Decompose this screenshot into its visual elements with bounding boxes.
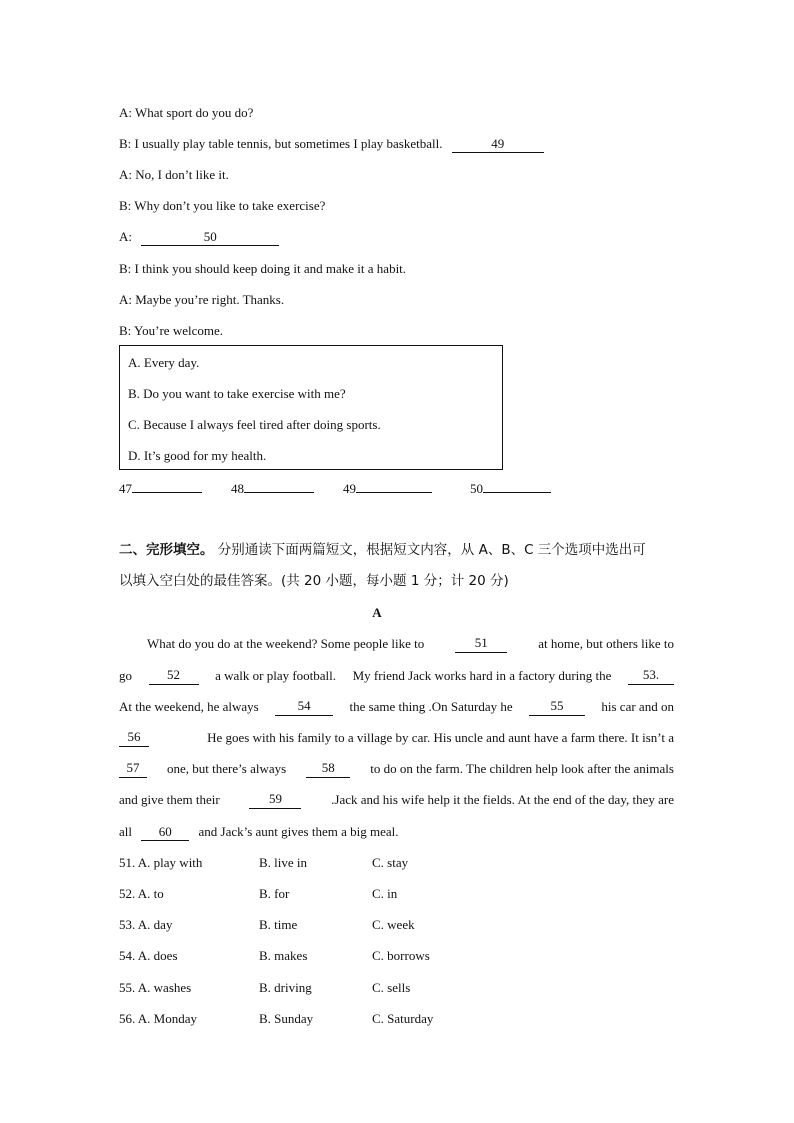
- answer-47-blank[interactable]: [132, 492, 202, 493]
- blank-52[interactable]: 52: [149, 667, 199, 685]
- option-a: A. Every day.: [128, 355, 200, 370]
- answer-blank-49[interactable]: 49: [452, 136, 544, 153]
- dialogue-line-5-speaker: A:: [119, 229, 132, 244]
- choice-a[interactable]: 55. A. washes: [119, 980, 192, 995]
- passage-text: and give them their: [119, 792, 220, 807]
- passage-line-2: [119, 667, 674, 685]
- passage-text: .Jack and his wife help it the fields. At the end of the day, they are: [331, 792, 674, 807]
- option-d: D. It’s good for my health.: [128, 448, 267, 463]
- answer-49-blank[interactable]: [356, 492, 432, 493]
- choice-a[interactable]: 53. A. day: [119, 917, 173, 932]
- passage-line-3: [119, 698, 674, 716]
- dialogue-line-8: B: You’re welcome.: [119, 323, 223, 338]
- passage-text: all: [119, 824, 132, 839]
- passage-label: A: [372, 605, 382, 620]
- answer-50-blank[interactable]: [483, 492, 551, 493]
- answer-48-number: 48: [231, 481, 244, 496]
- passage-text: What do you do at the weekend? Some people like to: [147, 636, 425, 651]
- passage-text: at home, but others like to: [538, 636, 674, 651]
- passage-text: At the weekend, he always: [119, 699, 259, 714]
- answer-50-number: 50: [470, 481, 483, 496]
- option-c: C. Because I always feel tired after doing sports.: [128, 417, 381, 432]
- blank-56[interactable]: 56: [119, 729, 149, 747]
- passage-text: a walk or play football.: [215, 668, 337, 683]
- passage-line-6: [119, 791, 674, 809]
- choice-c[interactable]: C. sells: [372, 980, 411, 995]
- passage-text: to do on the farm. The children help look after the animals: [370, 761, 674, 776]
- choice-b[interactable]: B. time: [259, 917, 298, 932]
- dialogue-line-2-text: B: I usually play table tennis, but sometimes I play basketball.: [119, 136, 443, 151]
- dialogue-line-5: [119, 228, 279, 246]
- passage-text: the same thing .On Saturday he: [349, 699, 513, 714]
- choice-a[interactable]: 54. A. does: [119, 948, 178, 963]
- passage-line-7: [119, 823, 399, 841]
- dialogue-line-4: B: Why don’t you like to take exercise?: [119, 198, 326, 213]
- section-2-instructions-line-2: 以填入空白处的最佳答案。(共 20 小题，每小题 1 分；计 20 分): [119, 573, 509, 589]
- choice-b[interactable]: B. for: [259, 886, 290, 901]
- answer-50: [470, 480, 551, 498]
- answer-47: [119, 480, 202, 498]
- answer-47-number: 47: [119, 481, 132, 496]
- blank-51[interactable]: 51: [455, 635, 507, 653]
- blank-58[interactable]: 58: [306, 760, 350, 778]
- choice-a[interactable]: 51. A. play with: [119, 855, 203, 870]
- passage-text: his car and on: [601, 699, 674, 714]
- passage-line-1: [147, 635, 674, 653]
- dialogue-line-7: A: Maybe you’re right. Thanks.: [119, 292, 285, 307]
- section-2-heading: 二、完形填空。: [119, 542, 214, 558]
- answer-49: [343, 480, 432, 498]
- choice-c[interactable]: C. in: [372, 886, 398, 901]
- dialogue-line-3: A: No, I don’t like it.: [119, 167, 229, 182]
- choice-b[interactable]: B. makes: [259, 948, 308, 963]
- choice-c[interactable]: C. borrows: [372, 948, 430, 963]
- passage-line-5: [119, 760, 674, 778]
- choice-a[interactable]: 56. A. Monday: [119, 1011, 197, 1026]
- passage-text: and Jack’s aunt gives them a big meal.: [198, 824, 399, 839]
- blank-57[interactable]: 57: [119, 760, 147, 778]
- passage-line-4: [119, 729, 674, 747]
- choice-b[interactable]: B. live in: [259, 855, 308, 870]
- choice-b[interactable]: B. driving: [259, 980, 312, 995]
- choice-c[interactable]: C. stay: [372, 855, 409, 870]
- blank-59[interactable]: 59: [249, 791, 301, 809]
- answer-48: [231, 480, 314, 498]
- blank-53[interactable]: 53.: [628, 667, 674, 685]
- choice-a[interactable]: 52. A. to: [119, 886, 164, 901]
- blank-60[interactable]: 60: [141, 824, 189, 841]
- passage-text: one, but there’s always: [167, 761, 287, 776]
- section-2-instructions-1: 分别通读下面两篇短文，根据短文内容，从 A、B、C 三个选项中选出可: [217, 542, 646, 558]
- answer-48-blank[interactable]: [244, 492, 314, 493]
- answer-blank-50[interactable]: 50: [141, 229, 279, 246]
- choice-b[interactable]: B. Sunday: [259, 1011, 314, 1026]
- options-box: [119, 345, 503, 470]
- passage-text: He goes with his family to a village by car. His uncle and aunt have a farm there. It isn’t a: [207, 730, 674, 745]
- blank-54[interactable]: 54: [275, 698, 333, 716]
- section-2-instructions-line-1: [119, 541, 646, 559]
- passage-text: My friend Jack works hard in a factory during the: [352, 668, 612, 683]
- passage-text: go: [119, 668, 132, 683]
- dialogue-line-1: A: What sport do you do?: [119, 105, 254, 120]
- answer-49-number: 49: [343, 481, 356, 496]
- choice-c[interactable]: C. Saturday: [372, 1011, 434, 1026]
- dialogue-line-2: [119, 135, 544, 153]
- choice-c[interactable]: C. week: [372, 917, 415, 932]
- dialogue-line-6: B: I think you should keep doing it and make it a habit.: [119, 261, 407, 276]
- option-b: B. Do you want to take exercise with me?: [128, 386, 346, 401]
- blank-55[interactable]: 55: [529, 698, 585, 716]
